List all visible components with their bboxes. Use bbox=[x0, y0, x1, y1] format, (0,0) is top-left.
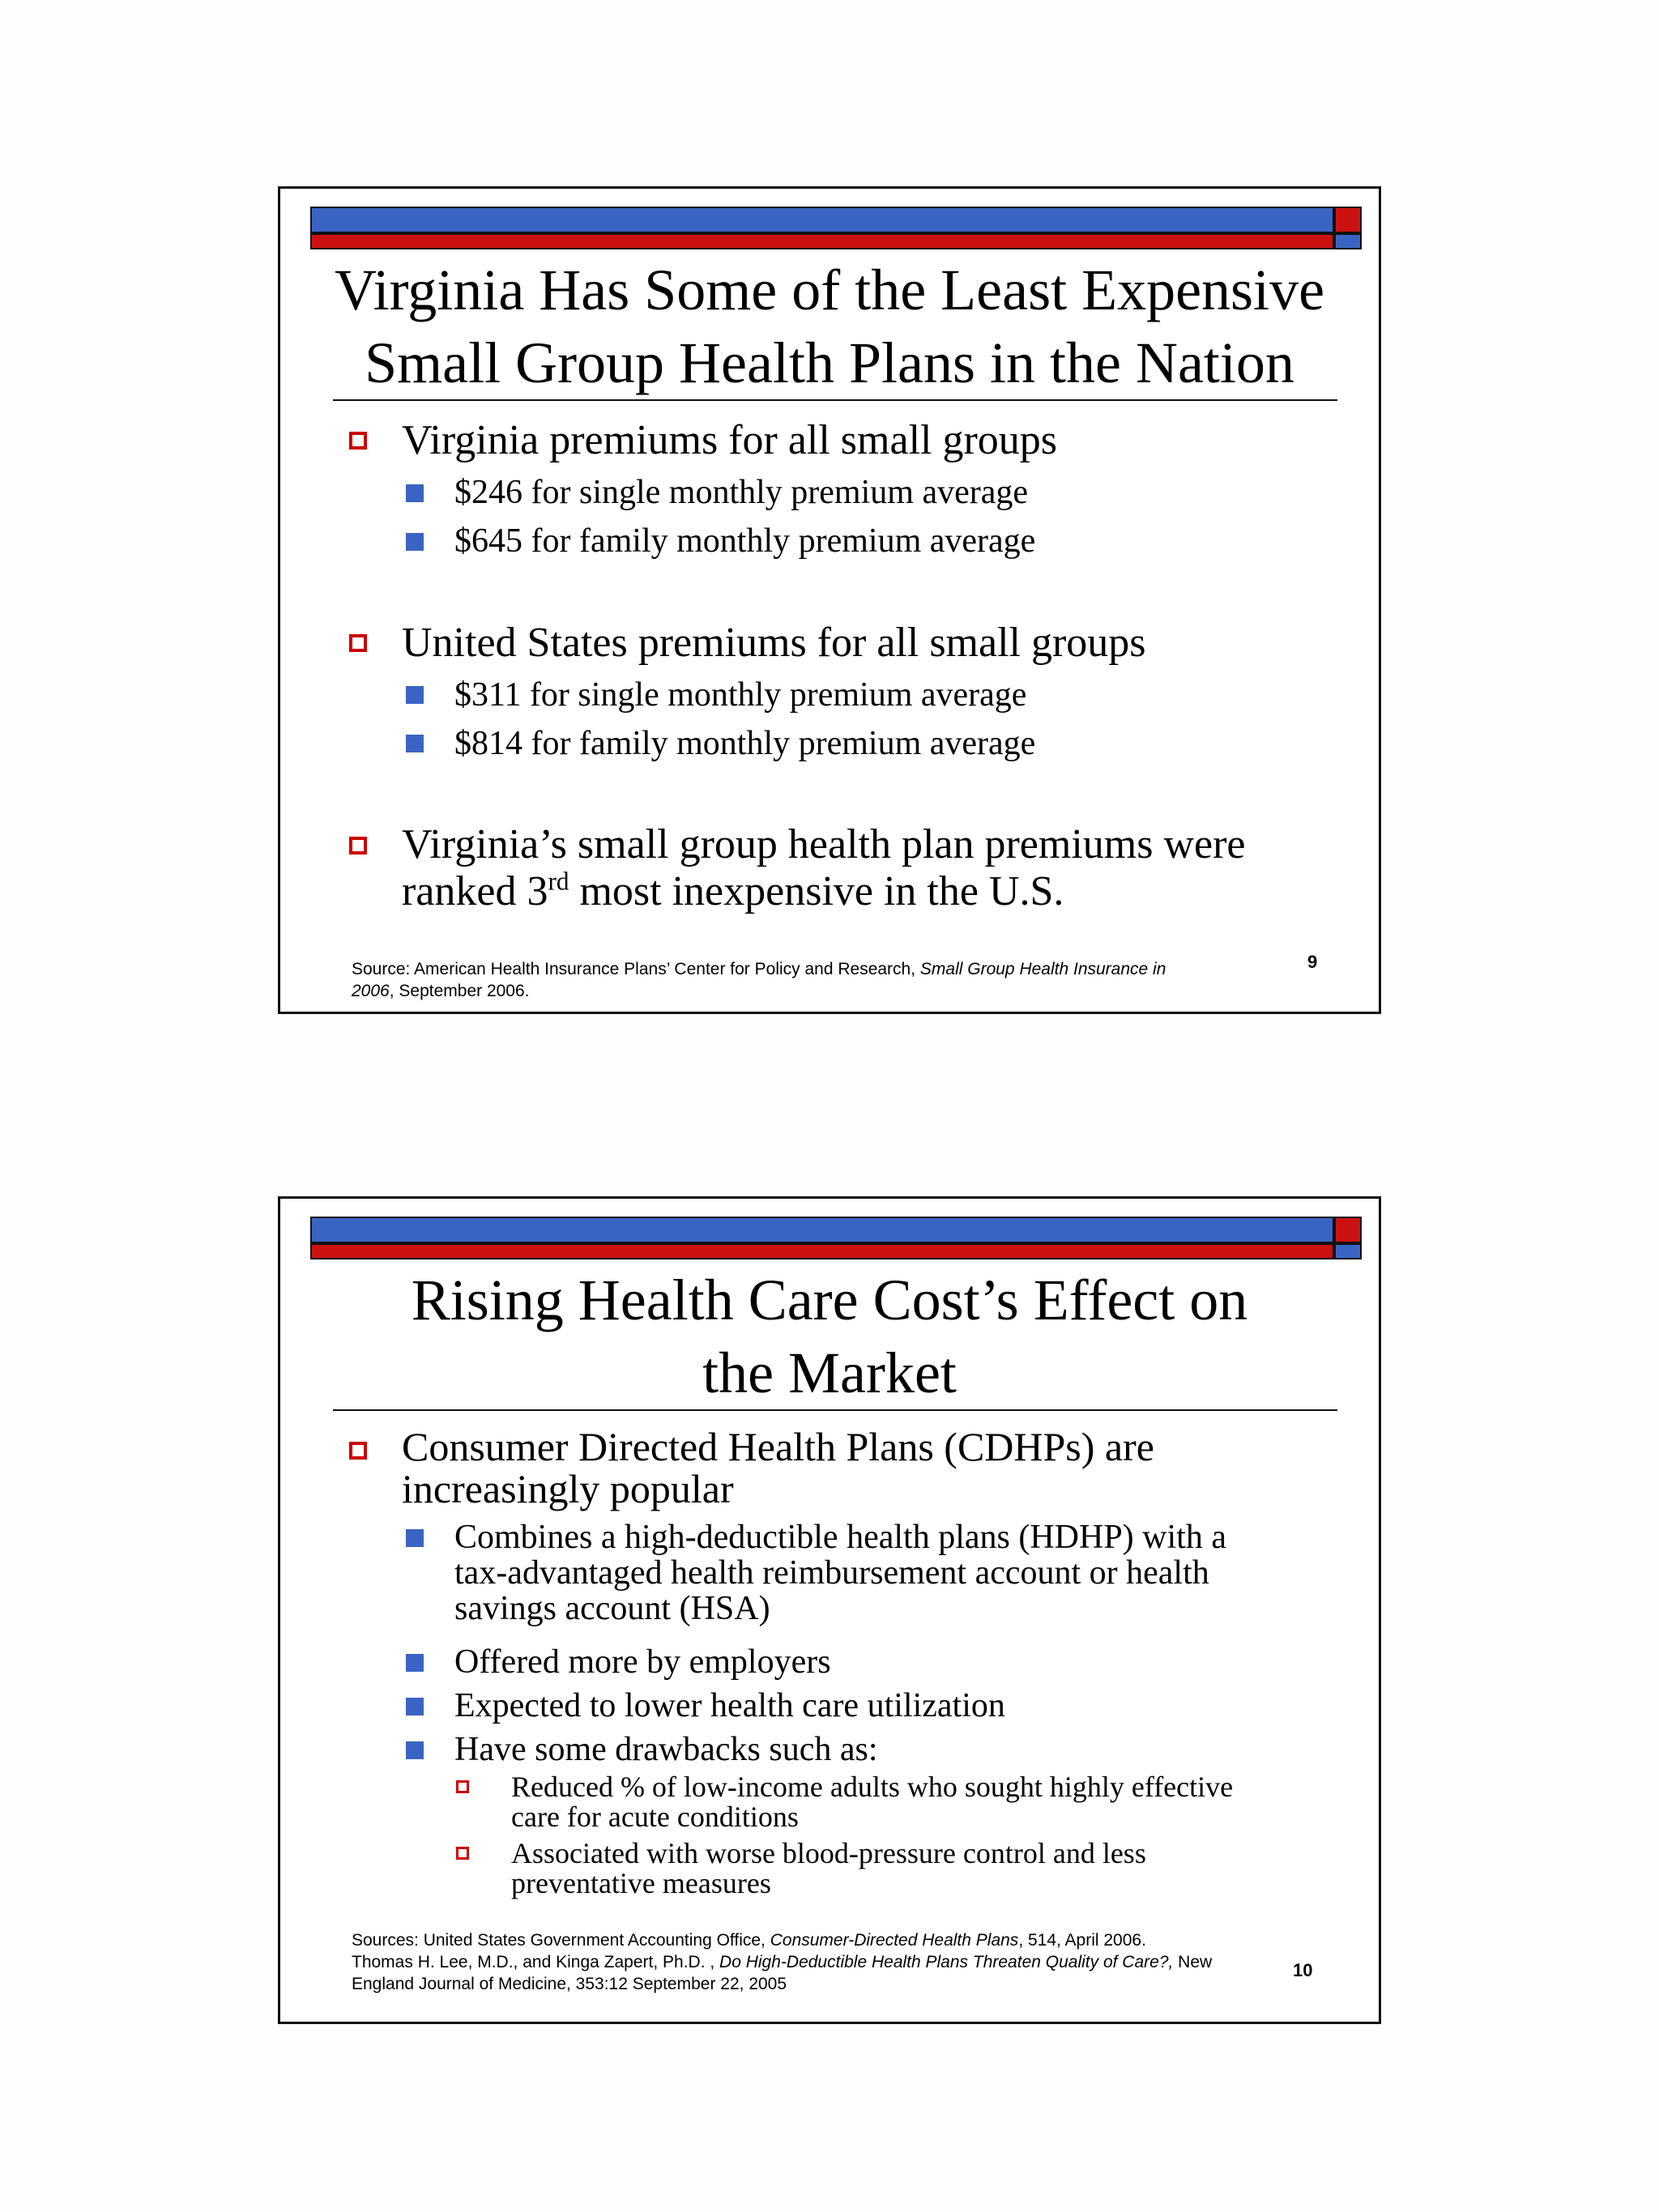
source-line-1 bbox=[352, 1929, 1212, 1951]
bullet-combines-line-1: Combines a high-deductible health plans (HDHP) with a bbox=[454, 1519, 1226, 1556]
bullet-us-family: $814 for family monthly premium average bbox=[454, 725, 1036, 762]
source-title: Do High-Deductible Health Plans Threaten Quality of Care?, bbox=[719, 1953, 1174, 1971]
source-citation bbox=[352, 958, 1166, 1002]
header-square-blue bbox=[1334, 233, 1362, 249]
title-divider bbox=[333, 1409, 1337, 1411]
filled-square-bullet-icon bbox=[406, 533, 424, 551]
filled-square-bullet-icon bbox=[406, 1529, 424, 1547]
rank-ordinal-suffix: rd bbox=[548, 867, 569, 896]
page-number: 10 bbox=[1293, 1960, 1313, 1980]
bullet-rank-line-2 bbox=[402, 867, 1064, 916]
header-bar-red bbox=[310, 1243, 1334, 1259]
filled-square-bullet-icon bbox=[406, 484, 424, 502]
source-line-1 bbox=[352, 958, 1166, 980]
source-line-3: England Journal of Medicine, 353:12 September 22, 2005 bbox=[352, 1975, 787, 1993]
title-divider bbox=[333, 399, 1337, 401]
filled-square-bullet-icon bbox=[406, 1654, 424, 1672]
source-citation bbox=[352, 1929, 1212, 1995]
slide-9 bbox=[278, 186, 1381, 1014]
filled-square-bullet-icon bbox=[406, 735, 424, 752]
source-title: Small Group Health Insurance in bbox=[919, 960, 1166, 978]
hollow-square-bullet-icon bbox=[349, 634, 367, 652]
header-square-red bbox=[1334, 207, 1362, 233]
filled-square-bullet-icon bbox=[406, 686, 424, 704]
source-text: Sources: United States Government Accounting Office, bbox=[352, 1931, 770, 1950]
source-line-2 bbox=[352, 980, 1166, 1002]
bullet-expected: Expected to lower health care utilization bbox=[454, 1687, 1005, 1724]
header-bar-red bbox=[310, 233, 1334, 249]
hollow-square-bullet-icon bbox=[456, 1847, 469, 1860]
bullet-va-heading: Virginia premiums for all small groups bbox=[402, 417, 1058, 463]
slide-title-line-2: Small Group Health Plans in the Nation bbox=[365, 330, 1294, 395]
slide-10 bbox=[278, 1196, 1381, 2024]
bullet-cdhp-line-1: Consumer Directed Health Plans (CDHPs) are bbox=[402, 1424, 1154, 1469]
header-bar-blue bbox=[310, 1217, 1334, 1243]
source-text: , 514, April 2006. bbox=[1018, 1931, 1146, 1950]
source-title: Consumer-Directed Health Plans bbox=[770, 1931, 1019, 1950]
rank-text-end: most inexpensive in the U.S. bbox=[569, 868, 1064, 914]
bullet-rank-line-1: Virginia’s small group health plan premiums were bbox=[402, 821, 1246, 867]
sub-bullet-reduced-line-2: care for acute conditions bbox=[511, 1801, 799, 1833]
slide-title-line-1: Virginia Has Some of the Least Expensive bbox=[334, 258, 1325, 322]
bullet-va-family: $645 for family monthly premium average bbox=[454, 522, 1036, 560]
hollow-square-bullet-icon bbox=[349, 432, 367, 450]
source-date: , September 2006. bbox=[389, 982, 530, 1000]
sub-bullet-assoc-line-2: preventative measures bbox=[511, 1867, 771, 1899]
rank-text: ranked 3 bbox=[402, 868, 548, 914]
header-square-red bbox=[1334, 1217, 1362, 1243]
sub-bullet-assoc-line-1: Associated with worse blood-pressure control and less bbox=[511, 1837, 1146, 1869]
slide-title bbox=[280, 1264, 1379, 1409]
bullet-offered: Offered more by employers bbox=[454, 1643, 831, 1681]
source-line-2 bbox=[352, 1951, 1212, 1973]
hollow-square-bullet-icon bbox=[349, 837, 367, 855]
header-square-blue bbox=[1334, 1243, 1362, 1259]
source-text: Source: American Health Insurance Plans’ Center for Policy and Research, bbox=[352, 960, 920, 978]
filled-square-bullet-icon bbox=[406, 1698, 424, 1715]
slide-title-line-1: Rising Health Care Cost’s Effect on bbox=[411, 1268, 1248, 1332]
bullet-drawbacks: Have some drawbacks such as: bbox=[454, 1731, 878, 1768]
slide-title-line-2: the Market bbox=[702, 1340, 957, 1405]
hollow-square-bullet-icon bbox=[349, 1442, 367, 1460]
bullet-cdhp-line-2: increasingly popular bbox=[402, 1466, 734, 1511]
bullet-us-heading: United States premiums for all small groups bbox=[402, 620, 1146, 666]
bullet-combines-line-3: savings account (HSA) bbox=[454, 1590, 770, 1627]
slide-title bbox=[280, 254, 1379, 399]
header-bar-blue bbox=[310, 207, 1334, 233]
hollow-square-bullet-icon bbox=[456, 1780, 469, 1793]
page-number: 9 bbox=[1307, 952, 1318, 972]
bullet-combines-line-2: tax-advantaged health reimbursement account or health bbox=[454, 1554, 1209, 1592]
source-text: New bbox=[1173, 1953, 1213, 1971]
source-text: Thomas H. Lee, M.D., and Kinga Zapert, Ph.D. , bbox=[352, 1953, 720, 1971]
filled-square-bullet-icon bbox=[406, 1741, 424, 1759]
source-title-year: 2006 bbox=[352, 982, 390, 1000]
bullet-us-single: $311 for single monthly premium average bbox=[454, 676, 1027, 714]
bullet-va-single: $246 for single monthly premium average bbox=[454, 474, 1028, 511]
sub-bullet-reduced-line-1: Reduced % of low-income adults who sought highly effective bbox=[511, 1771, 1234, 1803]
